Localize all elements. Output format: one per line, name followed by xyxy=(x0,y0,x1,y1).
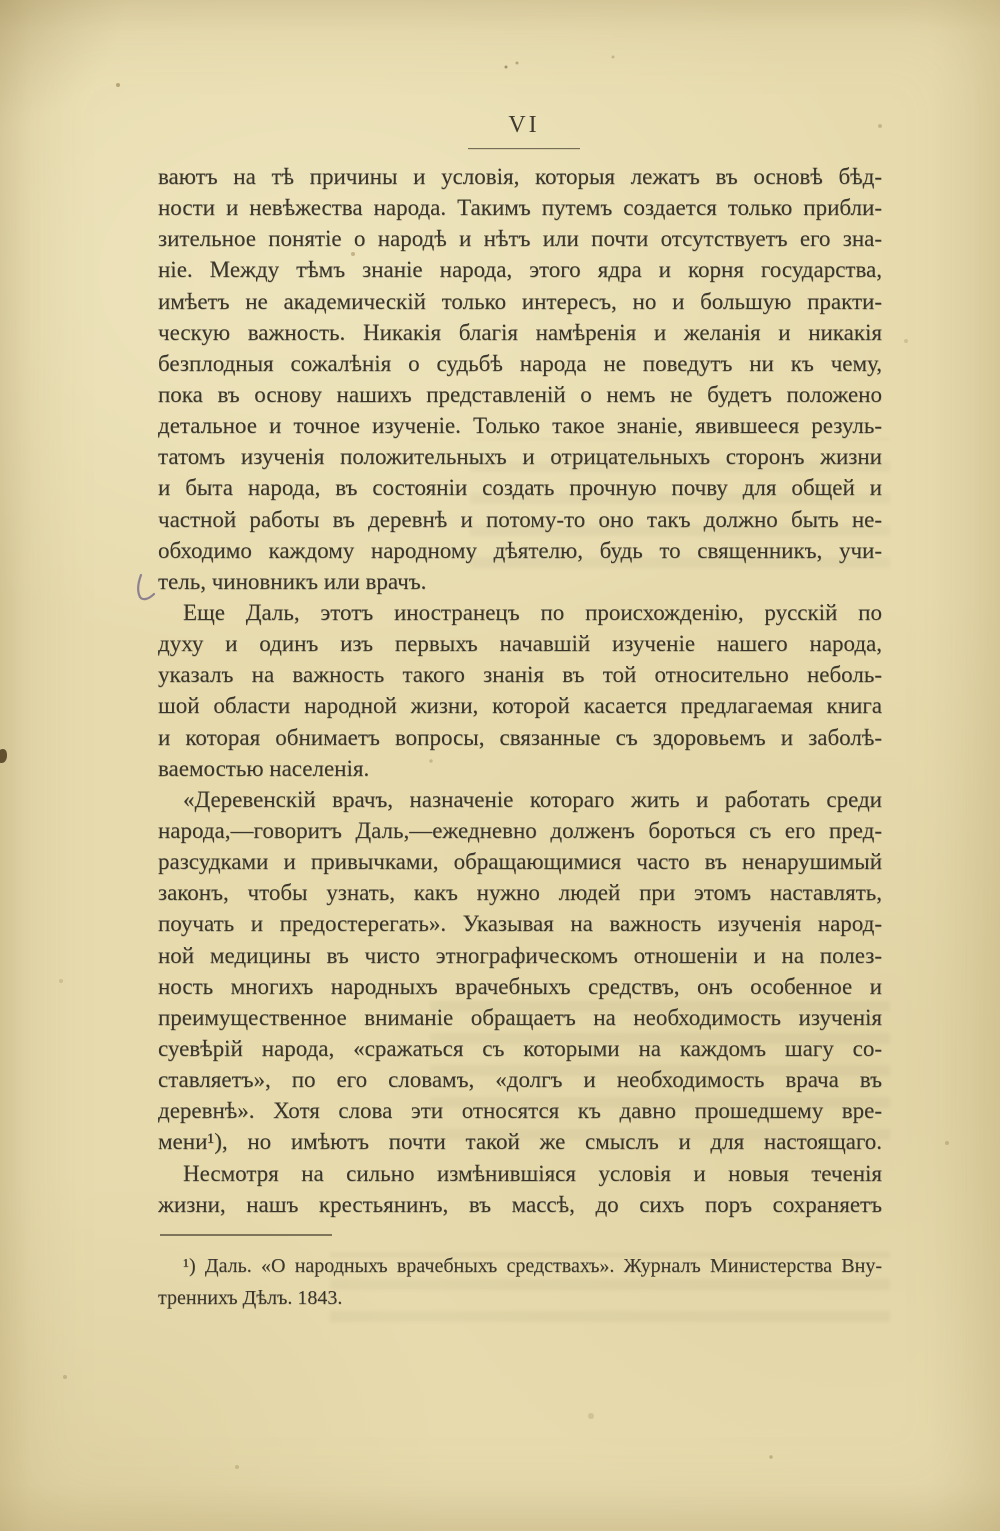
page-number: VI xyxy=(508,112,540,138)
text-line: Еще Даль, этотъ иностранецъ по происхожденію, русскій по xyxy=(183,599,882,625)
text-line: тель, чиновникъ или врачъ. xyxy=(158,568,427,594)
ink-spot xyxy=(0,749,7,763)
text-line: жизни, нашъ крестьянинъ, въ массѣ, до сихъ поръ сохраняетъ xyxy=(158,1191,882,1217)
footnote-line: треннихъ Дѣлъ. 1843. xyxy=(158,1287,343,1309)
text-line: Несмотря на сильно измѣнившіяся условія и новыя теченія xyxy=(183,1160,882,1186)
page-header xyxy=(48,112,1000,149)
text-line: законъ, чтобы узнать, какъ нужно людей при этомъ наставлять, xyxy=(158,880,882,906)
text-line: ной медицины въ чисто этнографическомъ отношеніи и на полез- xyxy=(158,942,882,968)
text-line: татомъ изученія положительныхъ и отрицательныхъ сторонъ жизни xyxy=(158,444,882,470)
text-line: ваютъ на тѣ причины и условія, которыя лежатъ въ основѣ бѣд- xyxy=(158,164,882,189)
text-line: безплодныя сожалѣнія о судьбѣ народа не поведутъ ни къ чему, xyxy=(158,350,882,376)
text-line: мени¹), но имѣютъ почти такой же смыслъ и для настоящаго. xyxy=(158,1129,882,1155)
footnote xyxy=(158,1250,882,1314)
text-line: имѣетъ не академическій только интересъ, но и большую практи- xyxy=(158,288,882,314)
text-line: и которая обнимаетъ вопросы, связанные съ здоровьемъ и заболѣ- xyxy=(158,724,882,750)
text-line: ческую важность. Никакія благія намѣренія и желанія и никакія xyxy=(158,319,882,345)
footnote-line: ¹) Даль. «О народныхъ врачебныхъ средствахъ». Журналъ Министерства Вну- xyxy=(183,1255,882,1277)
text-line: ніе. Между тѣмъ знаніе народа, этого ядра и корня государства, xyxy=(158,257,882,283)
footnote-rule xyxy=(160,1234,332,1236)
text-line: суевѣрій народа, «сражаться съ которыми на каждомъ шагу со- xyxy=(158,1035,882,1061)
text-line: частной работы въ деревнѣ и потому-то оно такъ должно быть не- xyxy=(158,506,882,532)
text-line: пока въ основу нашихъ представленій о немъ не будетъ положено xyxy=(158,381,882,407)
text-line: ставляетъ», по его словамъ, «долгъ и необходимость врача въ xyxy=(158,1067,882,1093)
text-line: указалъ на важность такого знанія въ той относительно неболь- xyxy=(158,662,882,688)
text-line: и быта народа, въ состояніи создать прочную почву для общей и xyxy=(158,475,882,501)
paper-speckles xyxy=(0,0,2,2)
text-line: народа,—говоритъ Даль,—ежедневно долженъ бороться съ его пред- xyxy=(158,817,882,843)
text-line: детальное и точное изученіе. Только такое знаніе, явившееся резуль- xyxy=(158,413,882,439)
text-line: ность многихъ народныхъ врачебныхъ средствъ, онъ особенное и xyxy=(158,973,882,999)
text-line: ности и невѣжества народа. Такимъ путемъ создается только прибли- xyxy=(158,195,882,221)
text-line: поучать и предостерегать». Указывая на важность изученія народ- xyxy=(158,911,882,937)
body-text xyxy=(158,161,882,1220)
text-line: духу и одинъ изъ первыхъ начавшій изученіе нашего народа, xyxy=(158,631,882,657)
text-line: обходимо каждому народному дѣятелю, будь то священникъ, учи- xyxy=(158,537,882,563)
text-line: «Деревенскій врачъ, назначеніе котораго жить и работать среди xyxy=(183,786,882,812)
text-line: деревнѣ». Хотя слова эти относятся къ давно прошедшему вре- xyxy=(158,1098,882,1124)
text-line: разсудками и привычками, обращающимися часто въ ненарушимый xyxy=(158,849,882,875)
text-line: шой области народной жизни, которой касается предлагаемая книга xyxy=(158,693,882,719)
header-rule xyxy=(468,148,580,149)
text-line: преимущественное вниманіе обращаетъ на необходимость изученія xyxy=(158,1004,882,1030)
text-line: ваемостью населенія. xyxy=(158,755,370,781)
text-line: зительное понятіе о народѣ и нѣтъ или почти отсутствуетъ его зна- xyxy=(158,226,882,252)
